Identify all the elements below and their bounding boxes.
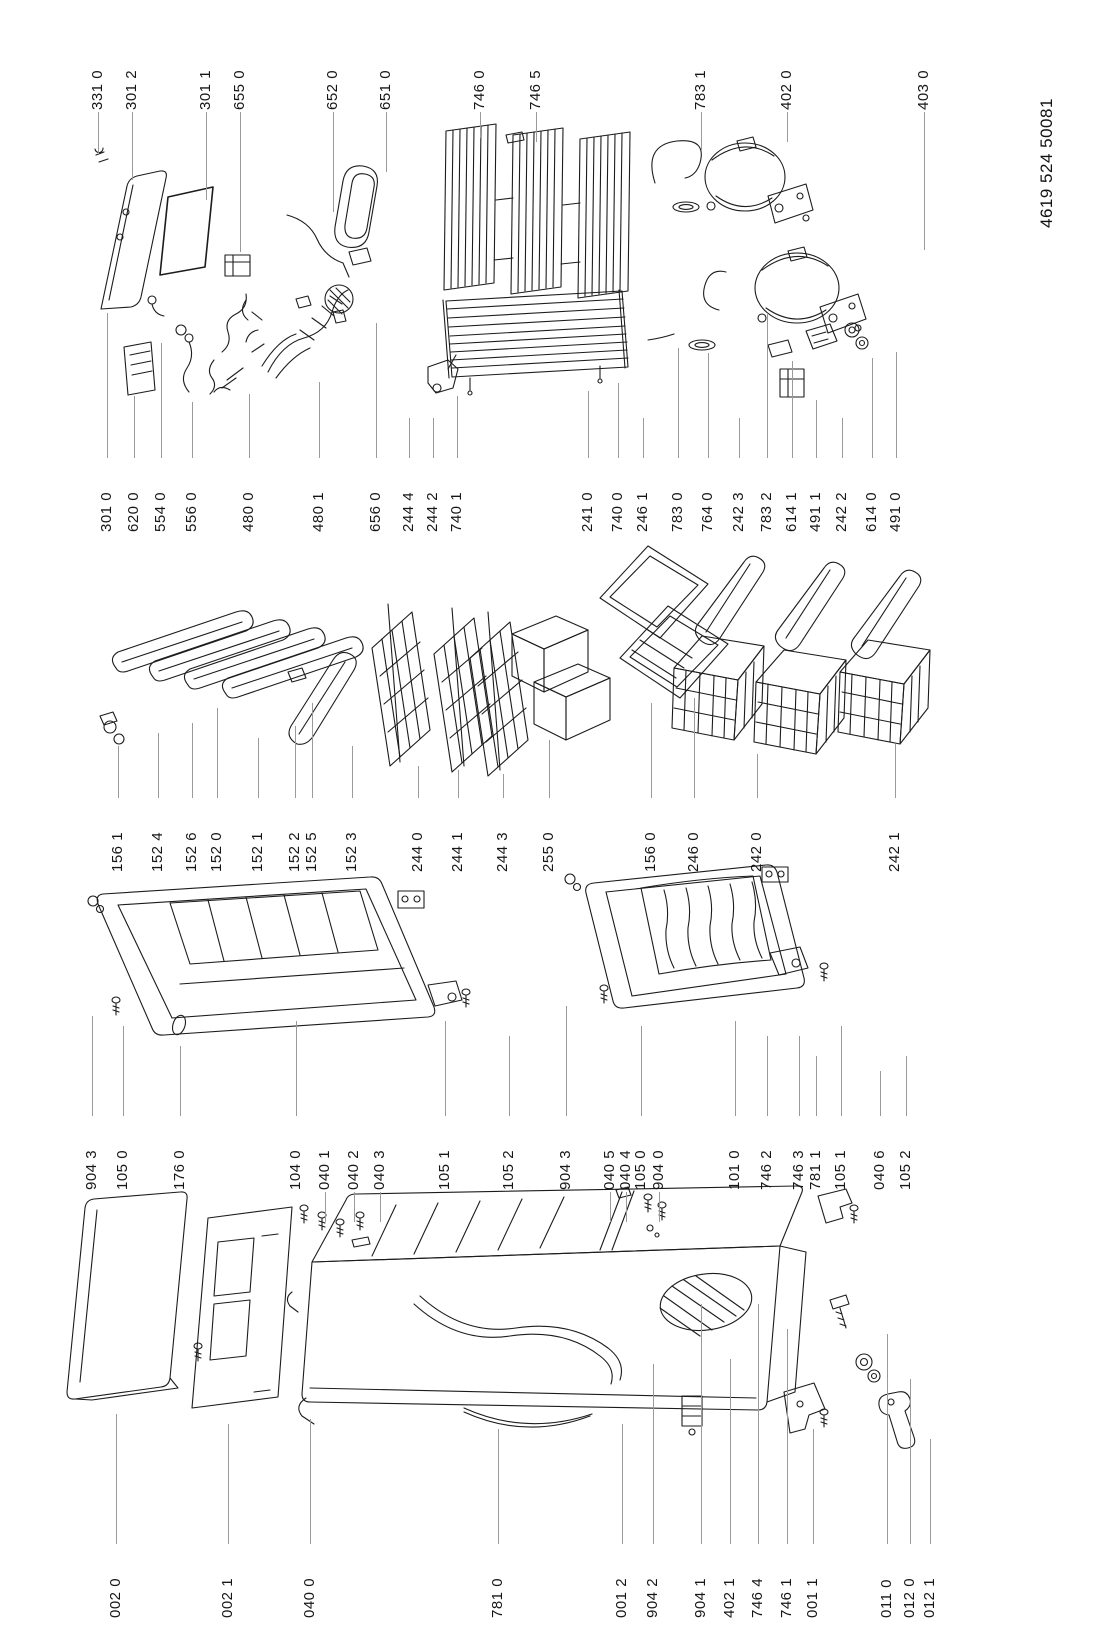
leader-line xyxy=(503,774,504,798)
leader-line xyxy=(433,418,434,458)
leader-line xyxy=(758,1304,759,1544)
leader-line xyxy=(549,740,550,798)
part-label-781-0: 781 0 xyxy=(489,1577,506,1618)
part-label-152-5: 152 5 xyxy=(303,831,320,872)
freezer-door-large xyxy=(88,877,470,1036)
part-label-040-2: 040 2 xyxy=(345,1149,362,1190)
wire-baskets xyxy=(672,636,930,754)
part-label-152-1: 152 1 xyxy=(249,831,266,872)
leader-line xyxy=(653,1364,654,1544)
part-label-651-0: 651 0 xyxy=(377,69,394,110)
part-label-783-0: 783 0 xyxy=(669,491,686,532)
leader-line xyxy=(651,703,652,798)
leader-line xyxy=(480,112,481,138)
leader-line xyxy=(134,396,135,458)
leader-line xyxy=(457,396,458,458)
leader-line xyxy=(799,1036,800,1116)
leader-line xyxy=(694,698,695,798)
inner-liner-panel xyxy=(192,1207,292,1408)
leader-line xyxy=(701,1304,702,1544)
leader-line xyxy=(841,1026,842,1116)
leader-line xyxy=(895,744,896,798)
leader-line xyxy=(418,766,419,798)
part-label-246-0: 246 0 xyxy=(685,831,702,872)
part-label-156-0: 156 0 xyxy=(642,831,659,872)
document-number: 4619 524 50081 xyxy=(1037,98,1056,228)
leader-line xyxy=(792,361,793,458)
part-label-480-0: 480 0 xyxy=(240,491,257,532)
leader-line xyxy=(887,1334,888,1544)
part-label-491-0: 491 0 xyxy=(887,491,904,532)
part-label-040-3: 040 3 xyxy=(371,1149,388,1190)
leader-line xyxy=(310,1419,311,1544)
compressor-403 xyxy=(755,247,866,333)
leader-line xyxy=(498,1429,499,1544)
leader-line xyxy=(643,418,644,458)
thermostat-sensor xyxy=(176,325,193,392)
part-label-242-2: 242 2 xyxy=(833,491,850,532)
leader-line xyxy=(735,1021,736,1116)
compressor-402 xyxy=(705,137,813,223)
leader-line xyxy=(757,754,758,798)
part-label-040-4: 040 4 xyxy=(617,1149,634,1190)
leader-line xyxy=(767,313,768,458)
leader-line xyxy=(659,1192,660,1222)
leader-line xyxy=(701,112,702,150)
leader-line xyxy=(622,1424,623,1544)
part-label-105-0: 105 0 xyxy=(632,1149,649,1190)
part-label-244-1: 244 1 xyxy=(449,831,466,872)
part-label-040-0: 040 0 xyxy=(301,1577,318,1618)
evaporator-coil xyxy=(443,290,628,395)
part-label-244-0: 244 0 xyxy=(409,831,426,872)
part-label-001-2: 001 2 xyxy=(613,1577,630,1618)
condenser-grids xyxy=(444,124,630,298)
part-label-242-3: 242 3 xyxy=(730,491,747,532)
part-label-104-0: 104 0 xyxy=(287,1149,304,1190)
part-label-904-3: 904 3 xyxy=(83,1149,100,1190)
leader-line xyxy=(816,1056,817,1116)
leader-line xyxy=(352,746,353,798)
part-label-620-0: 620 0 xyxy=(125,491,142,532)
part-label-904-3: 904 3 xyxy=(557,1149,574,1190)
part-label-152-3: 152 3 xyxy=(343,831,360,872)
part-label-105-0: 105 0 xyxy=(114,1149,131,1190)
lamp-bulb xyxy=(325,285,353,323)
part-label-783-1: 783 1 xyxy=(692,69,709,110)
part-label-244-3: 244 3 xyxy=(494,831,511,872)
capillary-line xyxy=(648,334,674,340)
relay-box xyxy=(225,255,250,276)
leader-line xyxy=(354,1192,355,1222)
part-label-241-0: 241 0 xyxy=(579,491,596,532)
leader-line xyxy=(228,1424,229,1544)
part-label-402-1: 402 1 xyxy=(721,1577,738,1618)
starter-relay-parts xyxy=(768,323,868,397)
leader-line xyxy=(880,1071,881,1116)
leader-line xyxy=(325,1192,326,1222)
wiring-harness-left xyxy=(209,294,264,394)
leader-line xyxy=(258,738,259,798)
leader-line xyxy=(116,1414,117,1544)
part-label-764-0: 764 0 xyxy=(699,491,716,532)
leader-line xyxy=(296,1021,297,1116)
part-label-740-0: 740 0 xyxy=(609,491,626,532)
part-label-040-1: 040 1 xyxy=(316,1149,333,1190)
leader-line xyxy=(161,343,162,458)
part-label-904-1: 904 1 xyxy=(692,1577,709,1618)
part-label-331-0: 331 0 xyxy=(89,69,106,110)
leader-line xyxy=(458,770,459,798)
cabinet-small-parts xyxy=(287,1187,914,1448)
part-label-480-1: 480 1 xyxy=(310,491,327,532)
part-label-301-0: 301 0 xyxy=(98,491,115,532)
part-label-403-0: 403 0 xyxy=(915,69,932,110)
flap-end-caps xyxy=(100,712,124,744)
part-label-001-1: 001 1 xyxy=(804,1577,821,1618)
leader-line xyxy=(910,1379,911,1544)
part-label-554-0: 554 0 xyxy=(152,491,169,532)
part-label-556-0: 556 0 xyxy=(183,491,200,532)
leader-line xyxy=(618,383,619,458)
leader-line xyxy=(192,723,193,798)
leader-line xyxy=(610,1192,611,1222)
part-label-491-1: 491 1 xyxy=(807,491,824,532)
leader-line xyxy=(509,1036,510,1116)
part-label-012-1: 012 1 xyxy=(921,1577,938,1618)
part-label-746-1: 746 1 xyxy=(778,1577,795,1618)
part-label-655-0: 655 0 xyxy=(231,69,248,110)
leader-line xyxy=(787,1329,788,1544)
part-label-002-1: 002 1 xyxy=(219,1577,236,1618)
part-label-746-4: 746 4 xyxy=(749,1577,766,1618)
part-label-105-1: 105 1 xyxy=(436,1149,453,1190)
part-label-105-1: 105 1 xyxy=(832,1149,849,1190)
leader-line xyxy=(132,112,133,180)
leader-line xyxy=(192,402,193,458)
leader-line xyxy=(813,1429,814,1544)
leader-line xyxy=(924,112,925,250)
part-label-244-4: 244 4 xyxy=(400,491,417,532)
leader-line xyxy=(730,1359,731,1544)
part-label-105-2: 105 2 xyxy=(500,1149,517,1190)
leader-line xyxy=(906,1056,907,1116)
part-label-246-1: 246 1 xyxy=(634,491,651,532)
part-label-746-3: 746 3 xyxy=(790,1149,807,1190)
part-label-105-2: 105 2 xyxy=(897,1149,914,1190)
part-label-011-0: 011 0 xyxy=(878,1579,895,1618)
leader-line xyxy=(249,394,250,458)
part-label-152-4: 152 4 xyxy=(149,831,166,872)
leader-line xyxy=(98,112,99,154)
control-panel-assembly xyxy=(95,148,213,395)
leader-line xyxy=(787,112,788,142)
leader-line xyxy=(123,1026,124,1116)
part-label-904-2: 904 2 xyxy=(644,1577,661,1618)
leader-line xyxy=(872,358,873,458)
leader-line xyxy=(816,400,817,458)
tube-hook-2 xyxy=(704,271,726,310)
part-label-301-1: 301 1 xyxy=(197,69,214,110)
part-label-002-0: 002 0 xyxy=(107,1577,124,1618)
part-label-242-0: 242 0 xyxy=(748,831,765,872)
leader-line xyxy=(107,313,108,458)
shelf-frames xyxy=(600,546,728,698)
part-label-152-6: 152 6 xyxy=(183,831,200,872)
wiring-harness-main xyxy=(262,290,348,378)
leader-line xyxy=(588,391,589,458)
part-label-255-0: 255 0 xyxy=(540,831,557,872)
part-label-402-0: 402 0 xyxy=(778,69,795,110)
leader-line xyxy=(333,112,334,212)
lamp-cable xyxy=(287,215,349,277)
part-label-614-1: 614 1 xyxy=(783,491,800,532)
freezer-trays xyxy=(512,616,610,740)
leader-line xyxy=(930,1439,931,1544)
leader-line xyxy=(180,1046,181,1116)
leader-line xyxy=(896,352,897,458)
tube-hook-1 xyxy=(652,141,701,183)
part-label-012-0: 012 0 xyxy=(901,1577,918,1618)
part-label-101-0: 101 0 xyxy=(726,1149,743,1190)
part-label-781-1: 781 1 xyxy=(807,1149,824,1190)
leader-line xyxy=(767,1036,768,1116)
part-label-152-2: 152 2 xyxy=(286,831,303,872)
leader-line xyxy=(678,348,679,458)
freezer-door-small xyxy=(565,865,828,1008)
leader-line xyxy=(92,1016,93,1116)
part-label-740-1: 740 1 xyxy=(448,491,465,532)
part-label-040-6: 040 6 xyxy=(871,1149,888,1190)
part-label-746-5: 746 5 xyxy=(527,69,544,110)
part-label-242-1: 242 1 xyxy=(886,831,903,872)
gasket-oval-2 xyxy=(689,340,715,350)
leader-line xyxy=(409,418,410,458)
leader-line xyxy=(739,418,740,458)
leader-line xyxy=(566,1006,567,1116)
leader-line xyxy=(445,1021,446,1116)
part-label-040-5: 040 5 xyxy=(601,1149,618,1190)
part-label-656-0: 656 0 xyxy=(367,491,384,532)
part-label-176-0: 176 0 xyxy=(171,1149,188,1190)
leader-line xyxy=(240,112,241,252)
lamp-cover xyxy=(335,166,378,265)
part-label-904-0: 904 0 xyxy=(650,1149,667,1190)
leader-line xyxy=(295,726,296,798)
wire-shelves xyxy=(372,604,528,776)
defrost-heater-end xyxy=(428,355,458,393)
part-label-652-0: 652 0 xyxy=(324,69,341,110)
part-label-301-2: 301 2 xyxy=(123,69,140,110)
leader-line xyxy=(217,708,218,798)
door-flaps xyxy=(112,611,363,745)
part-label-746-2: 746 2 xyxy=(758,1149,775,1190)
leader-line xyxy=(376,323,377,458)
leader-line xyxy=(312,703,313,798)
leader-line xyxy=(386,112,387,172)
part-label-152-0: 152 0 xyxy=(208,831,225,872)
part-label-156-1: 156 1 xyxy=(109,831,126,872)
leader-line xyxy=(206,112,207,200)
leader-line xyxy=(708,353,709,458)
part-label-746-0: 746 0 xyxy=(471,69,488,110)
leader-line xyxy=(626,1192,627,1222)
leader-line xyxy=(536,112,537,142)
part-label-783-2: 783 2 xyxy=(758,491,775,532)
leader-line xyxy=(842,418,843,458)
leader-line xyxy=(158,733,159,798)
part-label-614-0: 614 0 xyxy=(863,491,880,532)
leader-line xyxy=(118,746,119,798)
outer-top-cover xyxy=(67,1192,187,1400)
leader-line xyxy=(319,382,320,458)
part-label-244-2: 244 2 xyxy=(424,491,441,532)
leader-line xyxy=(641,1026,642,1116)
gasket-oval-1 xyxy=(673,202,699,212)
leader-line xyxy=(380,1192,381,1222)
